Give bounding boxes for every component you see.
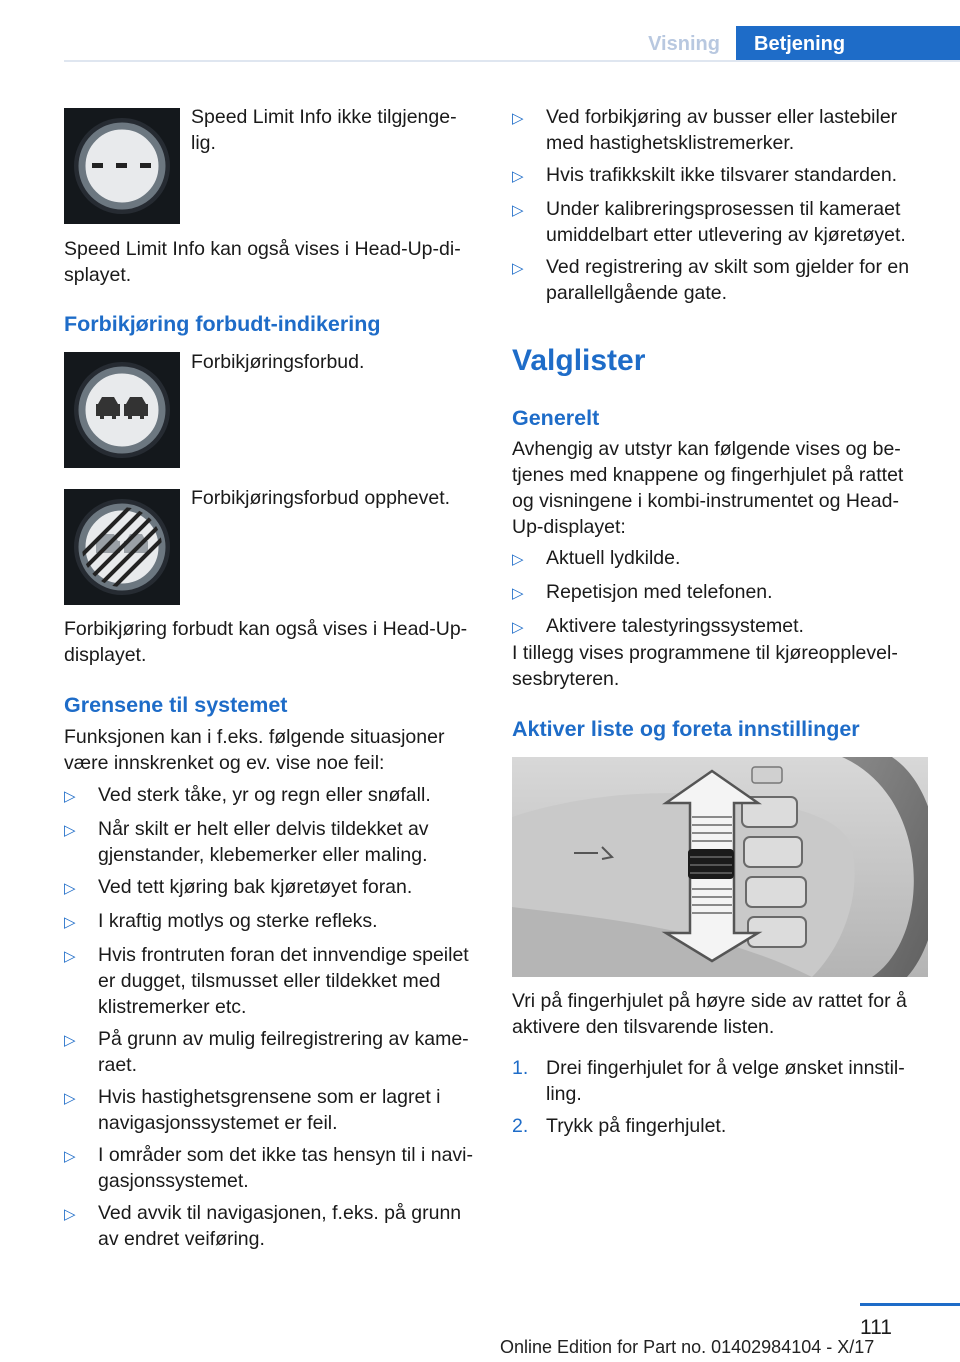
page-number: 111 [860,1316,892,1339]
list-item: ▷ Hvis trafikkskilt ikke tilsvarer standarden. [512,162,932,190]
para-forbikjoring-head-up: Forbikjøring forbudt kan også vises i Head-Up- displayet. [64,618,468,666]
generelt-list [512,545,932,641]
end-no-overtaking-icon [64,489,180,605]
bullet-triangle-icon: ▷ [64,880,76,897]
step-number: 2. [512,1115,529,1137]
list-item: 2. Trykk på fingerhjulet. [512,1115,727,1137]
limitations-list [64,782,484,1252]
list-item: ▷ Hvis frontruten foran det innvendige speilet er dugget, tilsmusset eller tildekket med klistremerker etc. [64,944,469,1018]
bullet-triangle-icon: ▷ [64,914,76,931]
sign2-caption: Forbikjøringsforbud. [191,351,365,373]
bullet-triangle-icon: ▷ [512,202,524,219]
list-item: ▷ Aktuell lydkilde. [512,545,932,573]
tab-betjening[interactable]: Betjening [736,26,960,62]
bullet-triangle-icon: ▷ [512,551,524,568]
heading-valglister: Valglister [512,344,646,377]
list-item: ▷ På grunn av mulig feilregistrering av kame- raet. [64,1028,469,1076]
list-item: ▷ Hvis hastighetsgrensene som er lagret i navigasjonssystemet er feil. [64,1086,441,1134]
bullet-triangle-icon: ▷ [512,168,524,185]
heading-aktiver: Aktiver liste og foreta innstillinger [512,717,860,741]
para-vri: Vri på fingerhjulet på høyre side av rattet for å aktivere den tilsvarende listen. [512,990,907,1038]
edition-text: Online Edition for Part no. 01402984104 - X/17 [500,1337,875,1357]
para-head-up: Speed Limit Info kan også vises i Head-Up-di- splayet. [64,238,461,286]
step-number: 1. [512,1057,529,1079]
bullet-triangle-icon: ▷ [512,585,524,602]
heading-grensene: Grensene til systemet [64,693,288,717]
bullet-triangle-icon: ▷ [512,110,524,127]
list-item: ▷ I kraftig motlys og sterke refleks. [64,908,484,936]
list-item: ▷ Ved sterk tåke, yr og regn eller snøfall. [64,782,484,810]
bullet-triangle-icon: ▷ [512,619,524,636]
header-divider [64,60,960,62]
list-item: ▷ Aktivere talestyringssystemet. [512,613,932,641]
list-item: ▷ Ved registrering av skilt som gjelder for en parallellgående gate. [512,256,910,304]
bullet-triangle-icon: ▷ [64,1148,76,1165]
list-item: ▷ Repetisjon med telefonen. [512,579,932,607]
footer-accent-line [860,1303,960,1306]
sign1-caption: Speed Limit Info ikke tilgjenge- lig. [191,106,457,154]
steering-wheel-illustration [512,757,928,977]
para-generelt: Avhengig av utstyr kan følgende vises og be- tjenes med knappene og fingerhjulet på rattet og visningene i kombi-instrumentet og Head- Up-displayet: [512,438,904,538]
bullet-triangle-icon: ▷ [64,1032,76,1049]
list-item: ▷ Ved avvik til navigasjonen, f.eks. på grunn av endret veiføring. [64,1202,462,1250]
bullet-triangle-icon: ▷ [64,1090,76,1107]
limitations-list-continued [512,104,932,306]
list-item: ▷ Ved forbikjøring av busser eller lastebiler med hastighetsklistremerker. [512,106,898,154]
tab-visning[interactable]: Visning [648,32,720,55]
heading-generelt: Generelt [512,406,600,430]
no-overtaking-icon [64,352,180,468]
list-item: 1. Drei fingerhjulet for å velge ønsket innstil- ling. [512,1057,905,1105]
bullet-triangle-icon: ▷ [512,260,524,277]
steps-list [512,1055,932,1139]
bullet-triangle-icon: ▷ [64,822,76,839]
bullet-triangle-icon: ▷ [64,788,76,805]
sign3-caption: Forbikjøringsforbud opphevet. [191,487,451,509]
list-item: ▷ Når skilt er helt eller delvis tildekket av gjenstander, klebemerker eller maling. [64,818,429,866]
bullet-triangle-icon: ▷ [64,1206,76,1223]
speed-limit-unavailable-icon [64,108,180,224]
para-funksjonen: Funksjonen kan i f.eks. følgende situasjoner være innskrenket og ev. vise noe feil: [64,726,445,774]
list-item: ▷ Under kalibreringsprosessen til kameraet umiddelbart etter utlevering av kjøretøyet. [512,198,906,246]
bullet-triangle-icon: ▷ [64,948,76,965]
list-item: ▷ Ved tett kjøring bak kjøretøyet foran. [64,874,484,902]
para-tillegg: I tillegg vises programmene til kjøreopplevel- sesbryteren. [512,642,898,690]
heading-forbikjoring: Forbikjøring forbudt-indikering [64,312,381,336]
list-item: ▷ I områder som det ikke tas hensyn til i navi- gasjonssystemet. [64,1144,473,1192]
